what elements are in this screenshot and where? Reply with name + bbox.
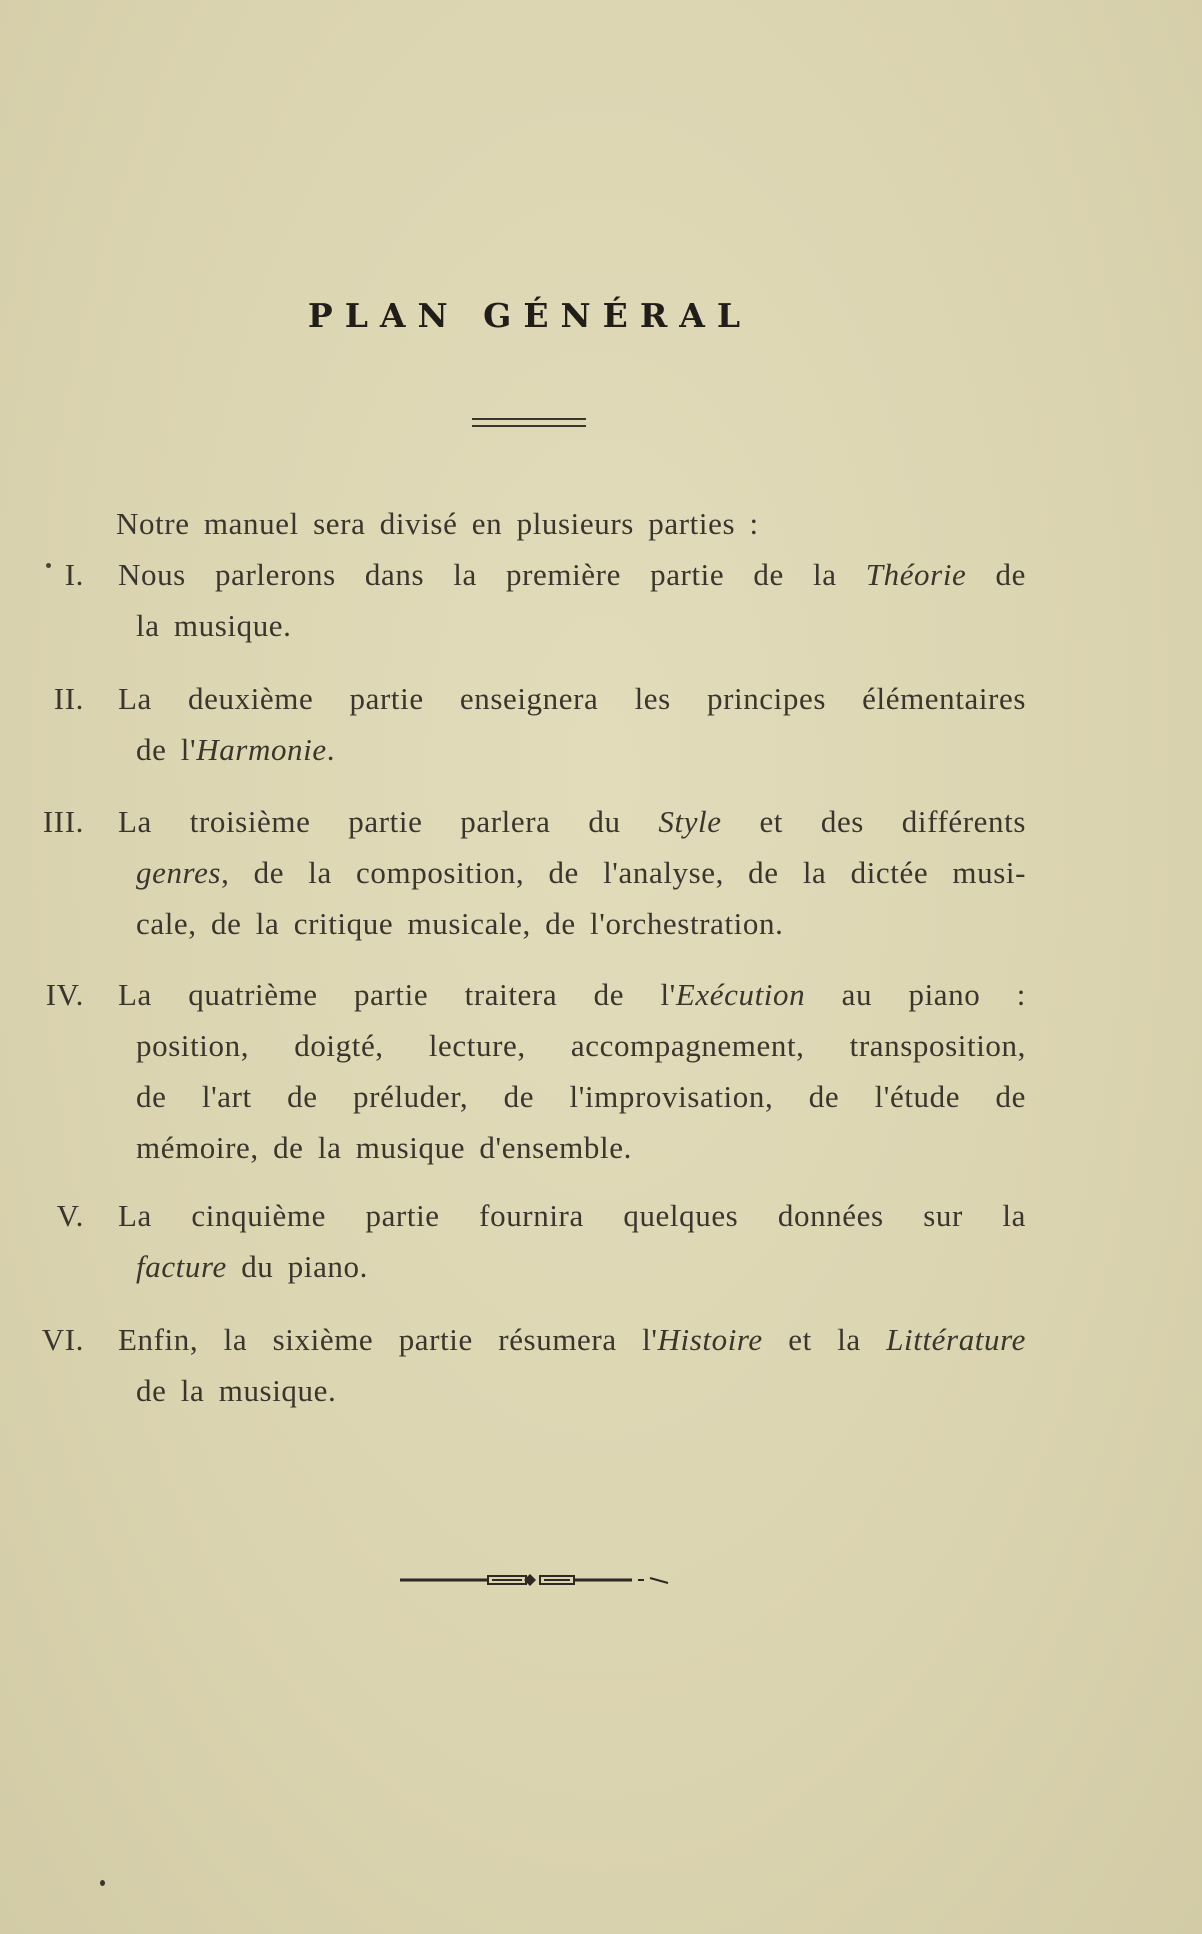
text-run: La deuxième partie enseignera les principes élémentaires [118, 681, 1026, 716]
text-run: . [326, 732, 336, 767]
text-run: de [966, 557, 1027, 592]
fleuron-divider-icon [400, 1572, 672, 1586]
print-speck-bottom [100, 1880, 105, 1886]
text-run: la musique. [136, 608, 292, 643]
part-numeral: VI. [41, 1322, 84, 1357]
text-line [118, 969, 1026, 1020]
text-run: et la [762, 1322, 887, 1357]
italic-term: Théorie [865, 557, 967, 592]
italic-term: Exécution [675, 977, 806, 1012]
text-run: , de la composition, de l'analyse, de la dictée musi- [221, 855, 1026, 890]
text-line [118, 549, 1026, 600]
text-run: et des différents [721, 804, 1027, 839]
text-run: mémoire, de la musique d'ensemble. [136, 1130, 632, 1165]
text-line [118, 898, 1026, 949]
text-line [118, 1122, 1026, 1173]
text-line [118, 1190, 1026, 1241]
text-line [118, 1020, 1026, 1071]
part-text [118, 673, 1026, 775]
text-line [118, 796, 1026, 847]
italic-term: genres [136, 855, 222, 890]
text-run: de la musique. [136, 1373, 337, 1408]
part-text [118, 1190, 1026, 1292]
part-numeral: IV. [45, 977, 84, 1012]
text-run: cale, de la critique musicale, de l'orchestration. [136, 906, 784, 941]
text-run: de l'art de préluder, de l'improvisation, de l'étude de [136, 1079, 1026, 1114]
text-run: de l' [136, 732, 197, 767]
part-numeral: II. [53, 681, 84, 716]
italic-term: Histoire [657, 1322, 763, 1357]
text-run: La quatrième partie traitera de l' [118, 977, 676, 1012]
text-line [118, 724, 1026, 775]
text-line [118, 1241, 1026, 1292]
text-line [118, 1314, 1026, 1365]
text-run: du piano. [226, 1249, 368, 1284]
intro-paragraph: Notre manuel sera divisé en plusieurs parties : [116, 506, 759, 541]
title-rule-top [472, 418, 586, 420]
text-run: La cinquième partie fournira quelques données sur la [118, 1198, 1026, 1233]
text-line [118, 600, 1026, 651]
part-text [118, 796, 1026, 949]
part-numeral: I. [64, 557, 84, 592]
page-title: PLAN GÉNÉRAL [307, 296, 753, 335]
part-text [118, 549, 1026, 651]
text-run: position, doigté, lecture, accompagnement, transposition, [136, 1028, 1026, 1063]
text-line [118, 847, 1026, 898]
italic-term: Harmonie [196, 732, 327, 767]
part-numeral: V. [56, 1198, 84, 1233]
text-line [118, 673, 1026, 724]
part-text [118, 969, 1026, 1173]
italic-term: Littérature [886, 1322, 1026, 1357]
text-run: La troisième partie parlera du [118, 804, 659, 839]
text-line [118, 1071, 1026, 1122]
part-numeral: III. [42, 804, 84, 839]
text-run: Nous parlerons dans la première partie de la [118, 557, 866, 592]
text-line [118, 1365, 1026, 1416]
italic-term: facture [136, 1249, 227, 1284]
italic-term: Style [658, 804, 722, 839]
part-text [118, 1314, 1026, 1416]
text-run: au piano : [805, 977, 1026, 1012]
text-run: Enfin, la sixième partie résumera l' [118, 1322, 658, 1357]
title-rule-bottom [472, 425, 586, 427]
